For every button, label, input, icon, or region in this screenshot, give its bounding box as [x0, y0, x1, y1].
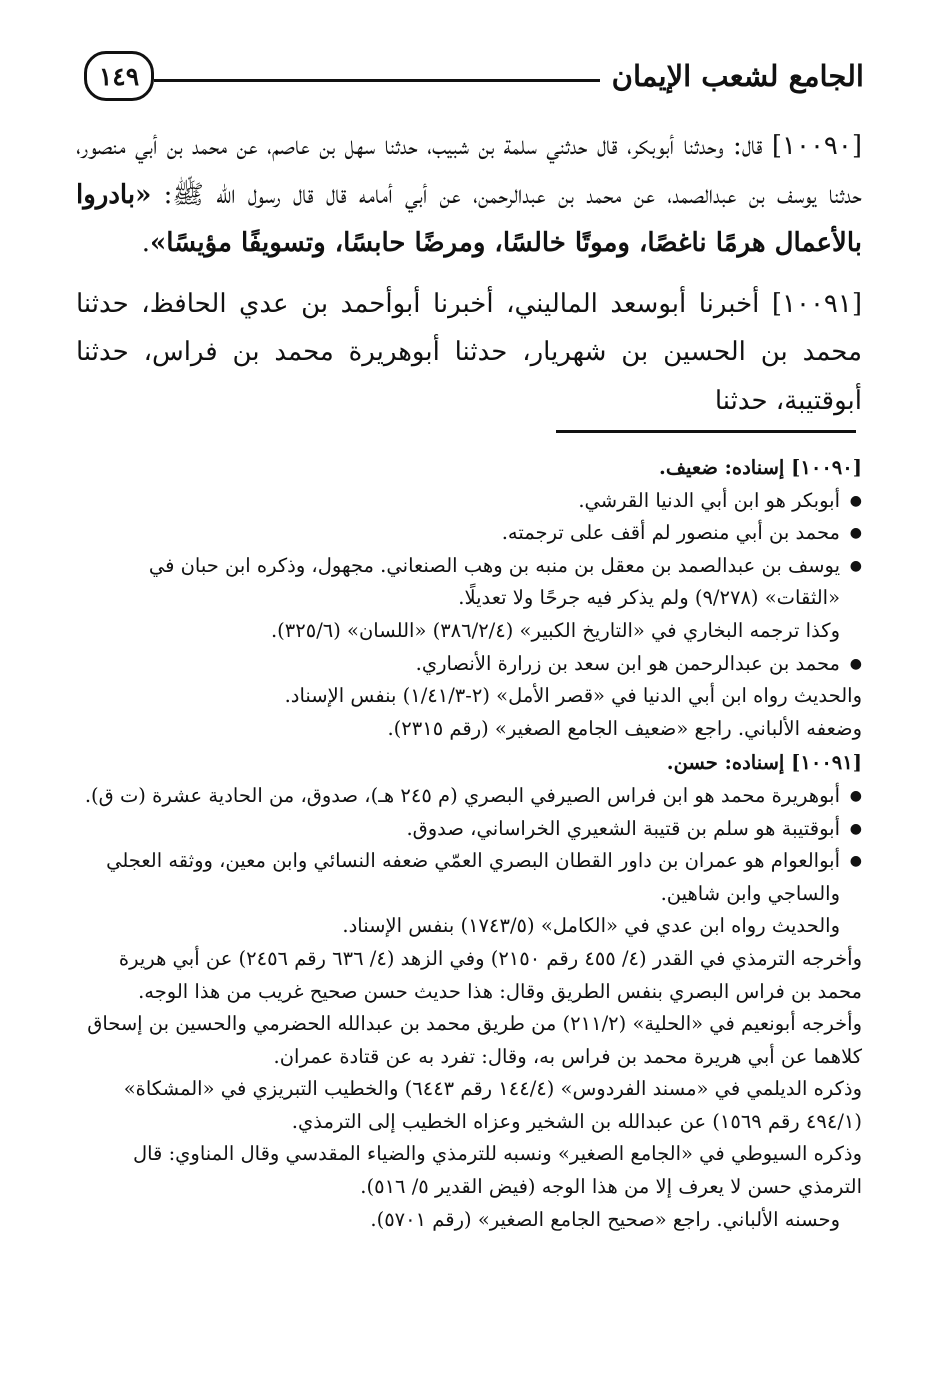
footnote-line: والحديث رواه ابن عدي في «الكامل» (١٧٤٣/٥) بنفس الإسناد.: [342, 914, 840, 938]
footnote-separator: [556, 430, 856, 433]
footnote-ref: [١٠٠٩٠]: [791, 456, 862, 479]
footnote-label: إسناده:: [724, 751, 785, 775]
hadith-10090: [76, 122, 862, 268]
hadith-end: .: [141, 228, 150, 258]
page-number: ١٤٩: [84, 51, 154, 101]
footnote-grade: حسن.: [666, 751, 718, 775]
hadith-number: [١٠٠٩٠]: [771, 131, 862, 161]
footnote-line: وحسنه الألباني. راجع «صحيح الجامع الصغير» (رقم ٥٧٠١).: [370, 1207, 840, 1231]
footnote-bullet: ● أبوقتيبة هو سلم بن قتيبة الشعيري الخراساني، صدوق.: [76, 813, 862, 846]
hadith-10091: [76, 280, 862, 426]
footnote-line: والحديث رواه ابن أبي الدنيا في «قصر الأمل» (٢-١/٤١/٣) بنفس الإسناد.: [284, 684, 862, 708]
footnote-line: وأخرجه الترمذي في القدر (٤/ ٤٥٥ رقم ٢١٥٠) وفي الزهد (٤/ ٦٣٦ رقم ٢٤٥٦) عن أبي هريرة محمد بن فراس البصري بنفس الطريق وقال: هذا حديث حسن صحيح غريب من هذا الوجه.: [118, 946, 862, 1003]
footnote-bullet: ● يوسف بن عبدالصمد بن معقل بن منبه بن وهب الصنعاني. مجهول، وذكره ابن حبان في «الثقات» (٩/٢٧٨) ولم يذكر فيه جرحًا ولا تعديلًا.: [76, 550, 862, 615]
footnote-line: وكذا ترجمه البخاري في «التاريخ الكبير» (٣٨٦/٢/٤) «اللسان» (٣٢٥/٦).: [270, 618, 840, 642]
header-rule: [154, 79, 600, 82]
hadith-isnad: أخبرنا أبوسعد الماليني، أخبرنا أبوأحمد بن عدي الحافظ، حدثنا محمد بن الحسين بن شهريار، حدثنا أبوهريرة محمد بن فراس، حدثنا أبوقتيبة، حدثنا: [76, 288, 862, 416]
hadith-matn: «بادروا بالأعمال هرمًا ناغصًا، وموتًا خالسًا، ومرضًا حابسًا، وتسويفًا مؤيسًا»: [76, 179, 862, 258]
hadith-number: [١٠٠٩١]: [771, 288, 862, 319]
main-text: [76, 122, 862, 437]
footnote-label: إسناده:: [724, 456, 785, 479]
footnote-line: وذكره السيوطي في «الجامع الصغير» ونسبه للترمذي والضياء المقدسي وقال المناوي: قال الترمذي حسن لا يعرف إلا من هذا الوجه (فيض القدير ٥/ ٥١٦).: [132, 1142, 862, 1199]
footnote-ref: [١٠٠٩١]: [791, 751, 862, 775]
footnote-bullet: ● محمد بن أبي منصور لم أقف على ترجمته.: [76, 517, 862, 550]
footnote-line: وذكره الديلمي في «مسند الفردوس» (١٤٤/٤ رقم ٦٤٤٣) والخطيب التبريزي في «المشكاة» (٤٩٤/١ رقم ١٥٦٩) عن عبدالله بن الشخير وعزاه الخطيب إلى الترمذي.: [123, 1077, 862, 1133]
footnote-bullet: ● محمد بن عبدالرحمن هو ابن سعد بن زرارة الأنصاري.: [76, 648, 862, 681]
footnote-bullet: ● أبوالعوام هو عمران بن داور القطان البصري العمّي ضعفه النسائي وابن معين، ووثقه العجلي والساجي وابن شاهين.: [76, 845, 862, 910]
footnote-line: وأخرجه أبونعيم في «الحلية» (٢١١/٢) من طريق محمد بن عبدالله الحضرمي والحسين بن إسحاق كلاهما عن أبي هريرة محمد بن فراس به، وقال: تفرد به عن قتادة عمران.: [87, 1012, 862, 1068]
running-title: الجامع لشعب الإيمان: [611, 59, 864, 93]
footnote-heading: [76, 747, 862, 780]
hadith-isnad: قال: وحدثنا أبوبكر، قال حدثني سلمة بن شبيب، حدثنا سهل بن عاصم، عن محمد بن أبي منصور، حدثنا يوسف بن عبدالصمد، عن محمد بن عبدالرحمن، عن أبي أمامه قال قال رسول الله ﷺ:: [76, 131, 862, 210]
footnote-bullet: ● أبوهريرة محمد هو ابن فراس الصيرفي البصري (م ٢٤٥ هـ)، صدوق، من الحادية عشرة (ت ق).: [76, 780, 862, 813]
page-header: [84, 46, 864, 106]
footnotes: [76, 452, 862, 1236]
footnote-grade: ضعيف.: [659, 456, 718, 479]
footnote-heading: [76, 452, 862, 485]
footnote-line: وضعفه الألباني. راجع «ضعيف الجامع الصغير» (رقم ٢٣١٥).: [387, 716, 862, 740]
footnote-bullet: ● أبوبكر هو ابن أبي الدنيا القرشي.: [76, 485, 862, 518]
